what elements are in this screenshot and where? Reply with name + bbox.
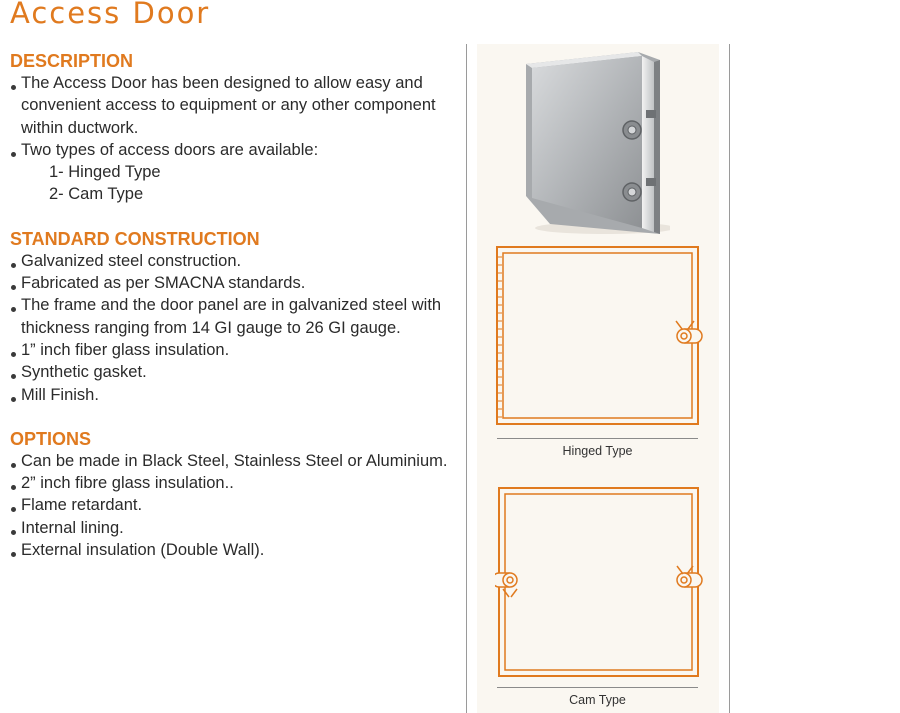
construction-bullet: Mill Finish. (10, 384, 450, 406)
hinge-strip (498, 257, 502, 417)
hinged-caption: Hinged Type (562, 444, 633, 458)
door-type-item: 2- Cam Type (49, 185, 144, 204)
panel-divider-right (729, 44, 730, 713)
spec-text-column (10, 50, 450, 583)
description-bullet: Two types of access doors are available: (10, 139, 450, 161)
panel-divider-left (466, 44, 467, 713)
cam-lock-icon (623, 183, 641, 201)
cam-lock-icon (623, 121, 641, 139)
options-section (10, 428, 450, 561)
construction-bullet: Fabricated as per SMACNA standards. (10, 272, 450, 294)
cam-caption: Cam Type (569, 693, 626, 707)
construction-bullet: Synthetic gasket. (10, 361, 450, 383)
options-bullet: Can be made in Black Steel, Stainless Steel or Aluminium. (10, 450, 450, 472)
options-bullet: Flame retardant. (10, 494, 450, 516)
door-type-item: 1- Hinged Type (49, 163, 161, 182)
hinged-caption-rule (497, 438, 698, 439)
description-bullet: The Access Door has been designed to allow easy and convenient access to equipment or any other component within ductwork. (10, 72, 450, 139)
options-bullet: External insulation (Double Wall). (10, 539, 450, 561)
construction-section (10, 228, 450, 406)
construction-bullet: The frame and the door panel are in galvanized steel with thickness ranging from 14 GI gauge to 26 GI gauge. (10, 294, 450, 339)
construction-bullet: 1” inch fiber glass insulation. (10, 339, 450, 361)
options-heading: OPTIONS (10, 428, 92, 449)
description-section (10, 50, 450, 206)
construction-bullet: Galvanized steel construction. (10, 250, 450, 272)
options-bullet: Internal lining. (10, 517, 450, 539)
options-bullet: 2” inch fibre glass insulation.. (10, 472, 450, 494)
hinged-type-diagram (495, 245, 705, 427)
description-heading: DESCRIPTION (10, 51, 134, 71)
construction-heading: STANDARD CONSTRUCTION (10, 228, 260, 249)
cam-caption-rule (497, 687, 698, 688)
cam-type-diagram (495, 486, 705, 680)
access-door-photo (520, 48, 670, 238)
page-title: Access Door (10, 0, 211, 30)
